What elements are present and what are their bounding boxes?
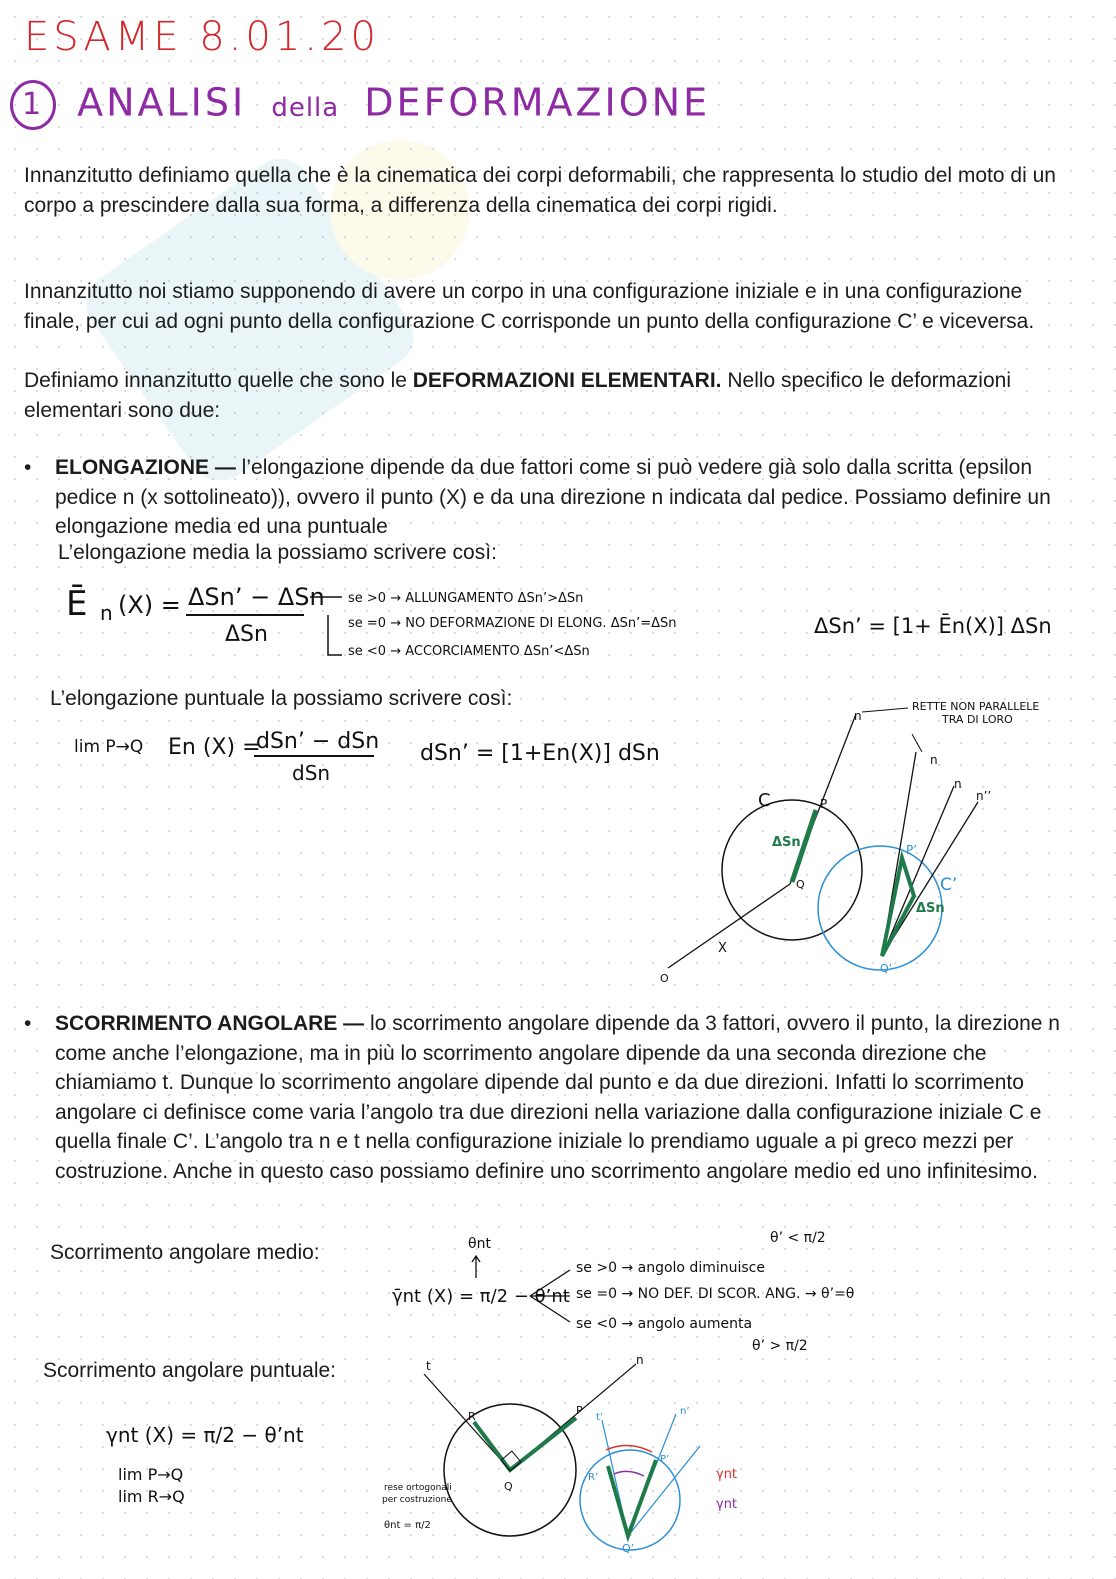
lim-r-q: lim R→Q bbox=[118, 1487, 185, 1506]
media-num: ΔSn’ − ΔSn bbox=[188, 583, 325, 611]
puntuale-lim: lim P→Q bbox=[74, 737, 144, 757]
label-q: Q bbox=[504, 1480, 513, 1493]
note-costruzione: per costruzione bbox=[382, 1495, 452, 1505]
label-t: t bbox=[426, 1359, 431, 1373]
formula-elongazione-puntuale bbox=[74, 720, 694, 790]
angle-arc-red bbox=[606, 1445, 652, 1452]
vector-x bbox=[668, 884, 790, 968]
label-t-prime: t’ bbox=[596, 1412, 604, 1423]
direction-n-second bbox=[882, 786, 954, 956]
note-arrows bbox=[862, 708, 922, 752]
elongation-diagram bbox=[640, 690, 1070, 990]
label-n3: n bbox=[954, 777, 962, 791]
note-rese: rese ortogonali bbox=[384, 1483, 452, 1493]
label-elongazione-media: L’elongazione media la possiamo scrivere così: bbox=[58, 541, 497, 564]
paragraph-deformazioni bbox=[24, 366, 1064, 425]
label-scorrimento-puntuale: Scorrimento angolare puntuale: bbox=[43, 1359, 337, 1382]
formula-scorrimento-puntuale bbox=[106, 1410, 336, 1510]
puntuale-lhs: En (X) = bbox=[168, 735, 261, 760]
term-elongazione: ELONGAZIONE — bbox=[55, 456, 236, 479]
label-c-prime: C’ bbox=[940, 875, 958, 895]
note-theta: θnt = π/2 bbox=[384, 1520, 431, 1531]
bullet-dot: • bbox=[24, 456, 32, 479]
puntuale-relation: dSn’ = [1+En(X)] dSn bbox=[420, 741, 660, 766]
label-x: X bbox=[718, 941, 727, 956]
paragraph-configurazione: Innanzitutto noi stiamo supponendo di avere un corpo in una configurazione iniziale e in una configurazione finale, per cui ad ogni punto della configurazione C corrisponde un punto della configurazione C’ e viceversa. bbox=[24, 280, 1035, 333]
label-n: n bbox=[854, 709, 862, 723]
label-p-prime: P’ bbox=[660, 1454, 670, 1465]
label-n: n bbox=[636, 1353, 644, 1367]
up-arrow bbox=[472, 1256, 480, 1278]
label-dsn-prime: ΔSn bbox=[916, 901, 945, 916]
medio-case-1: se >0 → angolo diminuisce bbox=[576, 1260, 765, 1276]
p3-pre: Definiamo innanzitutto quelle che sono le bbox=[24, 369, 413, 392]
label-p: P bbox=[576, 1404, 583, 1417]
term-scorrimento: SCORRIMENTO ANGOLARE — bbox=[55, 1012, 365, 1035]
text-elongazione: l’elongazione dipende da due fattori come si può vedere già solo dalla scritta (epsilon pedice n (x sottolineato)), ovvero il punto (X) e da una direzione n indicata dal pedice. Possiamo definire un elongazione media ed una puntuale bbox=[55, 456, 1051, 538]
medio-case-3b: θ’ > π/2 bbox=[752, 1338, 808, 1354]
media-lhs: Ē bbox=[66, 584, 88, 624]
label-q: Q bbox=[796, 878, 805, 891]
lim-p-q: lim P→Q bbox=[118, 1465, 184, 1484]
label-o: O bbox=[660, 972, 669, 985]
label-q-prime: Q’ bbox=[880, 962, 893, 975]
p3-post: Nello specifico le deformazioni elementari sono due: bbox=[24, 369, 1011, 422]
note-rette: RETTE NON PARALLELE bbox=[912, 700, 1040, 713]
label-scorrimento-medio: Scorrimento angolare medio: bbox=[50, 1241, 320, 1264]
label-r: R bbox=[468, 1410, 476, 1423]
medio-formula: γ̄nt (X) = π/2 − θ’nt bbox=[392, 1286, 570, 1307]
section-number: 1 bbox=[10, 80, 56, 130]
puntuale-den: dSn bbox=[292, 761, 331, 785]
text-scorrimento: lo scorrimento angolare dipende da 3 fattori, ovvero il punto, la direzione n come anche l’elongazione, ma in più lo scorrimento angolare dipende da una seconda direzione che chiamiamo t. Dunque lo scorrimento angolare dipende dal punto e da due direzioni. Infatti lo scorrimento angolare ci definisce come varia l’angolo tra due direzioni nella variazione dalla configurazione iniziale C e quella finale C’. L’angolo tra n e t nella configurazione iniziale lo prendiamo uguale a pi greco mezzi per costruzione. Anche in questo caso possiamo definire uno scorrimento angolare medio ed uno infinitesimo. bbox=[55, 1012, 1060, 1183]
label-p: P bbox=[820, 797, 828, 811]
puntuale-formula: γnt (X) = π/2 − θ’nt bbox=[106, 1423, 304, 1447]
label-q-prime: Q’ bbox=[622, 1542, 635, 1555]
media-den: ΔSn bbox=[225, 622, 268, 647]
label-elongazione-puntuale: L’elongazione puntuale la possiamo scrivere così: bbox=[50, 687, 513, 710]
medio-case-3: se <0 → angolo aumenta bbox=[576, 1316, 753, 1332]
bullet-scorrimento bbox=[24, 1009, 1064, 1186]
label-n-prime: n’ bbox=[680, 1406, 690, 1417]
label-r-prime: R’ bbox=[588, 1472, 599, 1483]
section-heading bbox=[10, 80, 710, 130]
paragraph-intro: Innanzitutto definiamo quella che è la cinematica dei corpi deformabili, che rappresenta lo studio del moto di un corpo a prescindere dalla sua forma, a differenza della cinematica dei corpi rigidi. bbox=[24, 164, 1056, 217]
media-relation: ΔSn’ = [1+ Ēn(X)] ΔSn bbox=[814, 614, 1052, 638]
gamma-purple: γnt bbox=[716, 1497, 738, 1512]
label-dsn: ΔSn bbox=[772, 835, 801, 850]
medio-theta: θnt bbox=[468, 1236, 491, 1252]
label-n2: n bbox=[930, 753, 938, 767]
media-sub: n bbox=[100, 601, 113, 625]
section-word-deformazione: DEFORMAZIONE bbox=[364, 80, 711, 125]
section-word-della: della bbox=[271, 92, 340, 123]
formula-elongazione-media bbox=[60, 575, 1060, 670]
medio-case-2: se =0 → NO DEF. DI SCOR. ANG. → θ’=θ bbox=[576, 1286, 855, 1302]
green-segments bbox=[474, 1418, 576, 1470]
angle-arc-purple bbox=[614, 1471, 644, 1476]
formula-scorrimento-medio bbox=[390, 1218, 890, 1363]
gamma-red: γnt bbox=[716, 1467, 738, 1482]
case-3: se <0 → ACCORCIAMENTO ΔSn’<ΔSn bbox=[348, 644, 590, 659]
label-c: C bbox=[758, 790, 771, 811]
medio-case-1b: θ’ < π/2 bbox=[770, 1230, 826, 1246]
medio-branches bbox=[530, 1270, 570, 1322]
p3-bold: DEFORMAZIONI ELEMENTARI. bbox=[412, 369, 722, 392]
media-arg: (X) = bbox=[118, 591, 181, 619]
section-word-analisi: ANALISI bbox=[77, 80, 247, 125]
label-p-prime: P’ bbox=[906, 843, 918, 857]
bullet-dot: • bbox=[24, 1012, 32, 1035]
circle-c bbox=[722, 800, 862, 940]
bullet-elongazione bbox=[24, 453, 1064, 542]
note-tra: TRA DI LORO bbox=[942, 713, 1013, 726]
segment-dsn-prime bbox=[882, 858, 914, 956]
page-title: ESAME 8.01.20 bbox=[24, 14, 380, 60]
shear-diagram bbox=[370, 1350, 770, 1575]
puntuale-num: dSn’ − dSn bbox=[256, 729, 380, 754]
case-1: se >0 → ALLUNGAMENTO ΔSn’>ΔSn bbox=[348, 591, 584, 606]
case-2: se =0 → NO DEFORMAZIONE DI ELONG. ΔSn’=ΔSn bbox=[348, 616, 677, 631]
label-n4: n’’ bbox=[976, 789, 992, 803]
